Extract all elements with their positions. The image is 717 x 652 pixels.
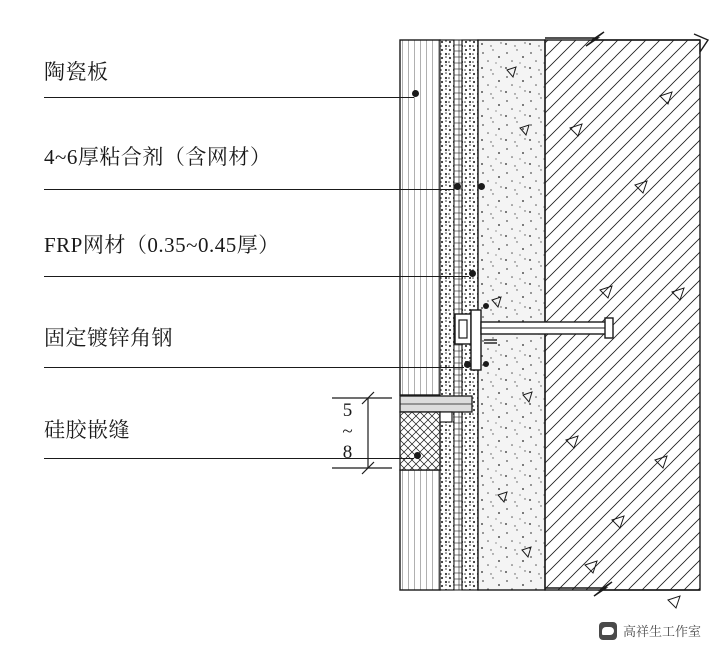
label-galvanized-angle: 固定镀锌角钢 <box>44 326 173 350</box>
leader-dot-adhesive <box>454 183 461 190</box>
layer-ceramic-panel <box>400 40 440 590</box>
leader-dot-frp-mesh <box>469 270 476 277</box>
leader-dot-adhesive-secondary <box>478 183 485 190</box>
leader-dot-ceramic-panel <box>412 90 419 97</box>
leader-galvanized-angle <box>44 367 464 368</box>
leader-dot-silicone-sealant <box>414 452 421 459</box>
leader-silicone-sealant <box>44 458 414 459</box>
leader-adhesive <box>44 189 454 190</box>
dimension-text-joint-width: 5~8 <box>337 400 358 463</box>
leader-frp-mesh <box>44 276 469 277</box>
wechat-icon <box>599 622 617 640</box>
layer-mortar <box>478 40 545 590</box>
watermark-text: 高祥生工作室 <box>622 624 701 639</box>
label-frp-mesh: FRP网材（0.35~0.45厚） <box>44 233 280 257</box>
label-adhesive: 4~6厚粘合剂（含网材） <box>44 145 272 169</box>
label-ceramic-panel: 陶瓷板 <box>44 60 109 84</box>
watermark <box>599 621 701 640</box>
leader-dot-galvanized-angle <box>464 361 471 368</box>
label-silicone-sealant: 硅胶嵌缝 <box>44 418 130 442</box>
leader-ceramic-panel <box>44 97 414 98</box>
